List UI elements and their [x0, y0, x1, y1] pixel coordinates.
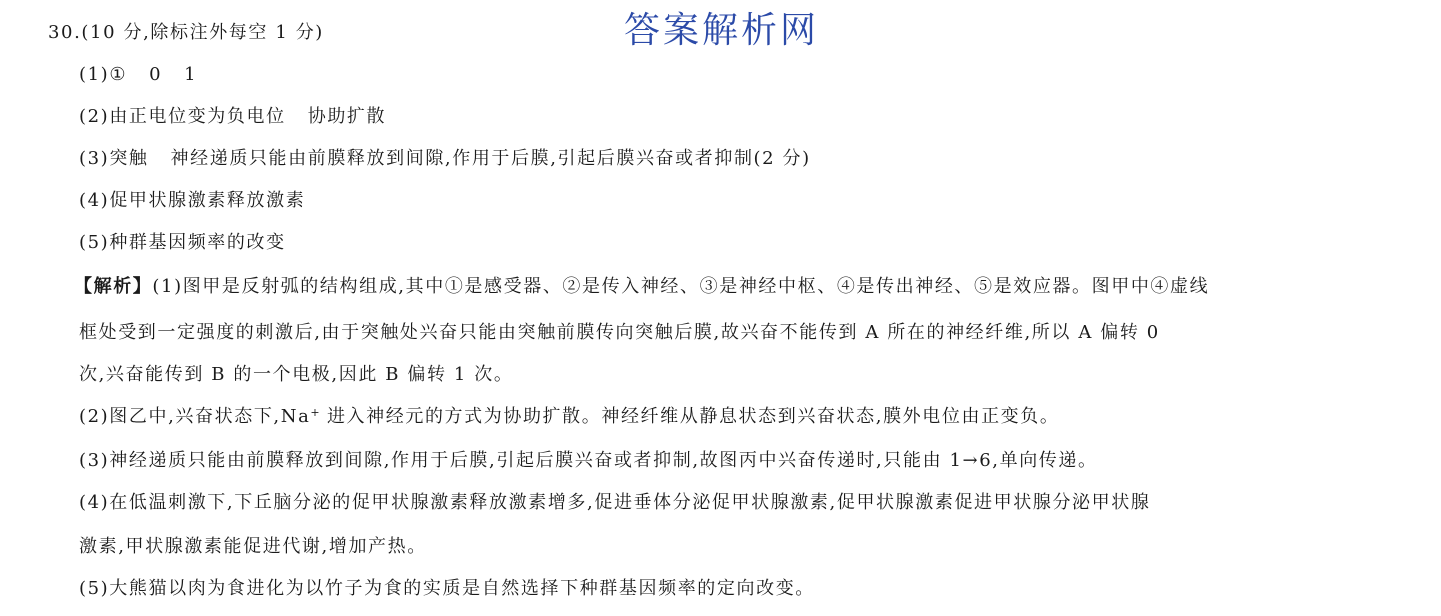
answer-part: ① [109, 64, 128, 85]
answer-part: 1 [184, 64, 198, 85]
analysis-p4-line1: (4)在低温刺激下,下丘脑分泌的促甲状腺激素释放激素增多,促进垂体分泌促甲状腺激素,促甲状腺激素促进甲状腺分泌甲状腺 [79, 492, 1151, 513]
answer-number: (4) [79, 190, 110, 211]
answer-4 [79, 188, 305, 214]
analysis-p4-line2: 激素,甲状腺激素能促进代谢,增加产热。 [79, 536, 427, 557]
answer-5 [79, 230, 286, 256]
analysis-text: (2)图乙中,兴奋状态下,Na [79, 406, 311, 427]
answer-number: (1) [79, 64, 110, 85]
answer-1 [79, 62, 197, 88]
answer-part: 突触 [109, 148, 149, 169]
analysis-tag: 【解析】 [74, 276, 153, 297]
answer-number: (3) [79, 148, 110, 169]
answer-text: 促甲状腺激素释放激素 [109, 190, 306, 211]
analysis-p1-line2: 框处受到一定强度的刺激后,由于突触处兴奋只能由突触前膜传向突触后膜,故兴奋不能传到 A 所在的神经纤维,所以 A 偏转 0 [79, 322, 1160, 343]
answer-part: 0 [149, 64, 163, 85]
analysis-p2 [79, 404, 1059, 430]
answer-text: 种群基因频率的改变 [109, 232, 286, 253]
analysis-text: (1)图甲是反射弧的结构组成,其中①是感受器、②是传入神经、③是神经中枢、④是传出神经、⑤是效应器。图甲中④虚线 [152, 276, 1210, 297]
analysis-text: 进入神经元的方式为协助扩散。神经纤维从静息状态到兴奋状态,膜外电位由正变负。 [319, 406, 1060, 427]
analysis-p5: (5)大熊猫以肉为食进化为以竹子为食的实质是自然选择下种群基因频率的定向改变。 [79, 578, 815, 599]
answer-2 [79, 104, 386, 130]
analysis-p1-line1 [74, 274, 1209, 300]
answer-3 [79, 146, 811, 172]
analysis-p1-line3: 次,兴奋能传到 B 的一个电极,因此 B 偏转 1 次。 [79, 364, 514, 385]
question-header: 30.(10 分,除标注外每空 1 分) [48, 22, 324, 43]
analysis-p3: (3)神经递质只能由前膜释放到间隙,作用于后膜,引起后膜兴奋或者抑制,故图丙中兴奋传递时,只能由 1→6,单向传递。 [79, 450, 1098, 471]
answer-part: 由正电位变为负电位 [109, 106, 286, 127]
watermark-logo: 答案解析网 [624, 10, 820, 51]
answer-part: 神经递质只能由前膜释放到间隙,作用于后膜,引起后膜兴奋或者抑制(2 分) [170, 148, 811, 169]
superscript-plus: + [310, 406, 320, 419]
answer-number: (5) [79, 232, 110, 253]
answer-number: (2) [79, 106, 110, 127]
answer-part: 协助扩散 [307, 106, 387, 127]
